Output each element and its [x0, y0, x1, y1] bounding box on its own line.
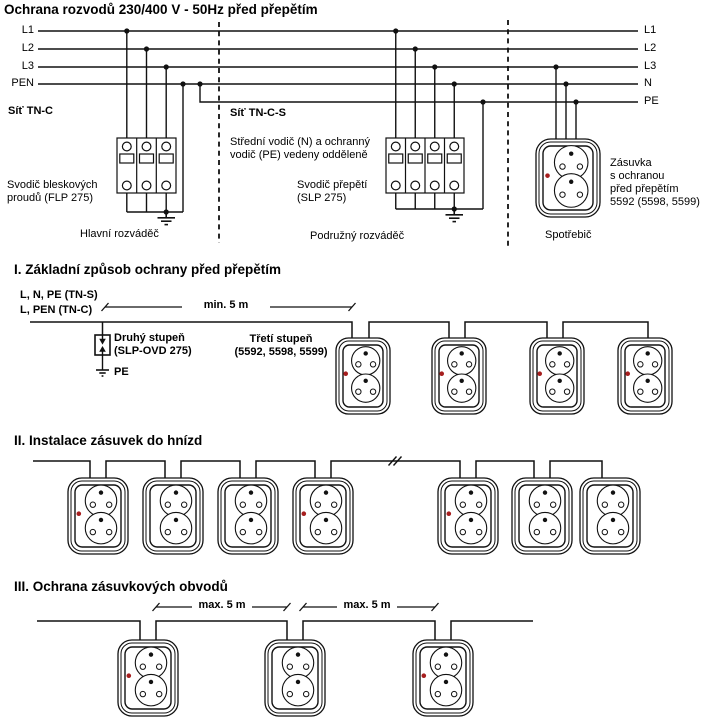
earth-pin: [149, 652, 153, 656]
sockets-layer: [68, 139, 672, 716]
earth-pin: [364, 379, 368, 383]
max-distance-label-2: max. 5 m: [343, 599, 391, 611]
earth-pin: [249, 490, 253, 494]
tncs-note-line2: vodič (PE) vedeny odděleně: [230, 149, 368, 161]
socket-hole: [564, 362, 569, 367]
protection-indicator-led: [447, 511, 452, 516]
min-distance-label: min. 5 m: [203, 299, 249, 311]
stage3-label-line2: (5592, 5598, 5599): [234, 346, 328, 358]
socket-hole: [577, 192, 582, 197]
socket-hole: [356, 362, 361, 367]
consumer-label: Spotřebič: [545, 229, 592, 241]
socket-hole: [315, 502, 320, 507]
sub-switchboard-label: Podružný rozváděč: [310, 230, 405, 242]
protected-socket-label-line1: Zásuvka: [610, 157, 652, 169]
earth-pin: [444, 680, 448, 684]
protected-socket-label-line4: 5592 (5598, 5599): [610, 196, 700, 208]
socket-hole: [550, 529, 555, 534]
socket-hole: [451, 664, 456, 669]
socket-hole: [303, 664, 308, 669]
socket-hole: [287, 691, 292, 696]
earth-pin: [469, 490, 473, 494]
line-label-l3-right: L3: [644, 60, 657, 72]
socket-hole: [140, 691, 145, 696]
socket-hole: [534, 529, 539, 534]
network-tncs-label: Síť TN-C-S: [230, 107, 286, 119]
socket-hole: [476, 502, 481, 507]
earth-pin: [460, 379, 464, 383]
socket-hole: [451, 691, 456, 696]
socket-hole: [618, 502, 623, 507]
protection-indicator-led: [537, 371, 542, 376]
section3-heading: III. Ochrana zásuvkových obvodů: [14, 579, 228, 594]
socket-hole: [652, 362, 657, 367]
feed-label-tnc: L, PEN (TN-C): [20, 304, 93, 316]
socket-hole: [564, 389, 569, 394]
lightning-arrester-flp275: [117, 138, 176, 193]
protection-indicator-led: [422, 673, 427, 678]
flp-device-label-line1: Svodič bleskových: [7, 179, 98, 191]
section1-heading: I. Základní způsob ochrany před přepětím: [14, 262, 282, 277]
power-socket-protected: [413, 640, 473, 716]
socket-hole: [240, 502, 245, 507]
earth-pin: [324, 490, 328, 494]
socket-hole: [638, 362, 643, 367]
earth-pin: [543, 490, 547, 494]
earth-pin: [99, 490, 103, 494]
line-label-l2-right: L2: [644, 42, 657, 54]
stage3-label-line1: Třetí stupeň: [249, 333, 313, 345]
protection-indicator-led: [439, 371, 444, 376]
socket-hole: [106, 529, 111, 534]
main-switchboard-label: Hlavní rozváděč: [80, 228, 159, 240]
surge-arrester-slp275: [386, 138, 464, 193]
socket-hole: [560, 164, 565, 169]
line-label-pen-left: PEN: [11, 77, 34, 89]
stage2-label-line2: (SLP-OVD 275): [114, 345, 192, 357]
earth-pin: [558, 379, 562, 383]
socket-hole: [181, 529, 186, 534]
socket-hole: [106, 502, 111, 507]
socket-hole: [550, 362, 555, 367]
earth-symbol: [96, 370, 109, 376]
feed-label-tns: L, N, PE (TN-S): [20, 289, 98, 301]
line-label-n-right: N: [644, 77, 652, 89]
power-socket-protected: [618, 338, 672, 414]
section2-heading: II. Instalace zásuvek do hnízd: [14, 433, 203, 448]
earth-pin: [296, 680, 300, 684]
earth-pin: [324, 518, 328, 522]
socket-hole: [256, 529, 261, 534]
earth-pin: [569, 180, 573, 184]
protected-socket-label-line3: před přepětím: [610, 183, 679, 195]
socket-hole: [331, 529, 336, 534]
power-socket: [580, 478, 640, 554]
socket-hole: [466, 389, 471, 394]
power-socket: [512, 478, 572, 554]
slp-device-label-line2: (SLP 275): [297, 192, 347, 204]
socket-hole: [618, 529, 623, 534]
socket-hole: [370, 362, 375, 367]
socket-hole: [331, 502, 336, 507]
power-socket: [218, 478, 278, 554]
power-socket-protected: [68, 478, 128, 554]
power-socket-protected: [438, 478, 498, 554]
distribution-lines: [38, 31, 638, 102]
protection-indicator-led: [343, 371, 348, 376]
section3-wiring: [37, 621, 533, 640]
socket-hole: [356, 389, 361, 394]
socket-hole: [460, 502, 465, 507]
socket-hole: [435, 664, 440, 669]
protection-indicator-led: [302, 511, 307, 516]
socket-hole: [452, 389, 457, 394]
socket-hole: [476, 529, 481, 534]
earth-pin: [646, 351, 650, 355]
socket-hole: [370, 389, 375, 394]
earth-pin: [611, 518, 615, 522]
earth-pin: [249, 518, 253, 522]
stage2-arrester-symbol: [95, 335, 110, 376]
socket-hole: [181, 502, 186, 507]
line-label-l1-left: L1: [21, 24, 34, 36]
socket-hole: [240, 529, 245, 534]
page-title: Ochrana rozvodů 230/400 V - 50Hz před přepětím: [4, 2, 318, 17]
network-separator-dashed: [219, 20, 508, 246]
earth-pin: [364, 351, 368, 355]
earth-pin: [444, 652, 448, 656]
stage2-pe-label: PE: [114, 366, 129, 378]
section2-wiring: [33, 461, 602, 478]
network-tnc-label: Síť TN-C: [8, 105, 53, 117]
slp-device-label-line1: Svodič přepětí: [297, 179, 368, 191]
socket-hole: [466, 362, 471, 367]
flp-device-label-line2: proudů (FLP 275): [7, 192, 94, 204]
earth-pin: [543, 518, 547, 522]
power-socket: [265, 640, 325, 716]
socket-hole: [256, 502, 261, 507]
power-socket-protected: [336, 338, 390, 414]
socket-hole: [90, 529, 95, 534]
socket-hole: [638, 389, 643, 394]
line-label-pe-right: PE: [644, 95, 659, 107]
socket-hole: [140, 664, 145, 669]
socket-hole: [452, 362, 457, 367]
tncs-note-line1: Střední vodič (N) a ochranný: [230, 136, 371, 148]
line-label-l2-left: L2: [21, 42, 34, 54]
power-socket-protected: [536, 139, 600, 217]
socket-hole: [550, 389, 555, 394]
socket-hole: [435, 691, 440, 696]
socket-hole: [534, 502, 539, 507]
socket-hole: [577, 164, 582, 169]
socket-hole: [315, 529, 320, 534]
stage2-label-line1: Druhý stupeň: [114, 332, 185, 344]
earth-pin: [611, 490, 615, 494]
socket-hole: [90, 502, 95, 507]
power-socket-protected: [293, 478, 353, 554]
earth-pin: [99, 518, 103, 522]
protection-indicator-led: [625, 371, 630, 376]
socket-hole: [156, 691, 161, 696]
socket-hole: [602, 529, 607, 534]
earth-pin: [558, 351, 562, 355]
power-socket-protected: [530, 338, 584, 414]
earth-pin: [460, 351, 464, 355]
power-socket-protected: [118, 640, 178, 716]
earth-pin: [174, 518, 178, 522]
socket-feed-wiring: [556, 67, 576, 139]
power-socket: [143, 478, 203, 554]
earth-pin: [569, 151, 573, 155]
earth-pin: [296, 652, 300, 656]
earth-pin: [469, 518, 473, 522]
protection-indicator-led: [127, 673, 132, 678]
earth-pin: [149, 680, 153, 684]
protected-socket-label-line2: s ochranou: [610, 170, 665, 182]
line-label-l3-left: L3: [21, 60, 34, 72]
protection-indicator-led: [77, 511, 82, 516]
socket-hole: [602, 502, 607, 507]
socket-hole: [165, 529, 170, 534]
max-distance-label-1: max. 5 m: [198, 599, 246, 611]
socket-hole: [165, 502, 170, 507]
protection-indicator-led: [545, 173, 550, 178]
socket-hole: [287, 664, 292, 669]
line-label-l1-right: L1: [644, 24, 657, 36]
socket-hole: [460, 529, 465, 534]
socket-hole: [652, 389, 657, 394]
socket-hole: [560, 192, 565, 197]
socket-hole: [156, 664, 161, 669]
power-socket-protected: [432, 338, 486, 414]
socket-hole: [550, 502, 555, 507]
earth-pin: [174, 490, 178, 494]
socket-hole: [303, 691, 308, 696]
earth-pin: [646, 379, 650, 383]
